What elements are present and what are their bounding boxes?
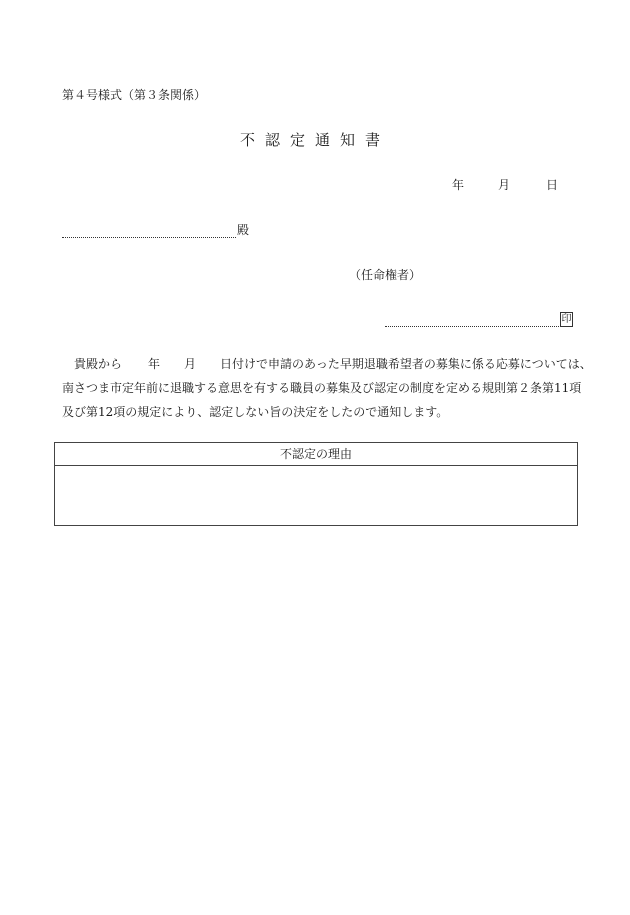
body-text: 貴殿から bbox=[74, 357, 123, 371]
body-year-label: 年 bbox=[148, 357, 161, 371]
authority-name-field[interactable] bbox=[385, 314, 559, 327]
appointing-authority-label: （任命権者） bbox=[349, 268, 422, 282]
reason-table bbox=[54, 442, 578, 526]
form-number: 第４号様式（第３条関係） bbox=[62, 88, 207, 102]
reason-input-area[interactable] bbox=[55, 466, 577, 525]
authority-signature-line bbox=[385, 312, 573, 327]
seal-icon: 印 bbox=[561, 314, 572, 325]
body-text: 日付けで申請のあった早期退職希望者の募集に係る応募については、 bbox=[220, 357, 592, 371]
body-line-3: 及び第12項の規定により、認定しない旨の決定をしたので通知します。 bbox=[62, 405, 449, 419]
document-title: 不認定通知書 bbox=[239, 131, 390, 149]
date-month-label: 月 bbox=[498, 178, 511, 192]
body-line-1 bbox=[62, 352, 592, 376]
reason-table-header: 不認定の理由 bbox=[55, 443, 577, 466]
addressee-name-field[interactable] bbox=[62, 225, 236, 238]
date-year-label: 年 bbox=[452, 178, 465, 192]
body-line-2: 南さつま市定年前に退職する意思を有する職員の募集及び認定の制度を定める規則第２条第11項 bbox=[62, 381, 582, 395]
addressee-suffix: 殿 bbox=[237, 223, 250, 237]
date-day-label: 日 bbox=[546, 178, 559, 192]
addressee-line bbox=[62, 221, 249, 238]
body-month-label: 月 bbox=[184, 357, 197, 371]
